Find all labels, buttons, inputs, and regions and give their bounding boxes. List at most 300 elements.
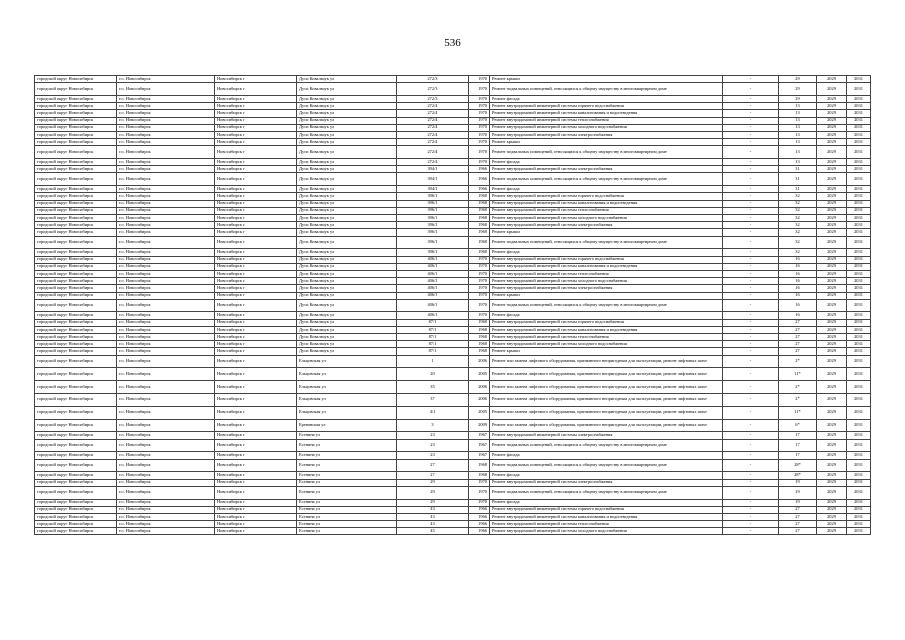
locality-cell: Новосибирск г (215, 256, 297, 263)
year-end-cell: 2031 (847, 278, 871, 285)
year-start-cell: 2029 (817, 513, 847, 520)
house-cell: 272/3 (397, 76, 469, 83)
street-cell: Дуси Ковальчук ул (297, 215, 397, 222)
municipality-cell: городской округ Новосибирск (35, 341, 117, 348)
district-cell: г.о. Новосибирск (117, 348, 215, 355)
year-start-cell: 2029 (817, 139, 847, 146)
municipality-cell: городской округ Новосибирск (35, 419, 117, 432)
district-cell: г.о. Новосибирск (117, 124, 215, 131)
municipality-cell: городской округ Новосибирск (35, 285, 117, 292)
period-cell: 29 (779, 95, 817, 102)
period-cell: 31 (779, 166, 817, 173)
year-start-cell: 2029 (817, 229, 847, 236)
period-cell: 32 (779, 215, 817, 222)
street-cell: Дуси Ковальчук ул (297, 334, 397, 341)
district-cell: г.о. Новосибирск (117, 432, 215, 439)
house-cell: 406/1 (397, 312, 469, 319)
year-start-cell: 2029 (817, 236, 847, 249)
work-type-cell: Ремонт внутридомовой инженерной системы канализования и водоотведения (490, 110, 723, 117)
year-start-cell: 2029 (817, 419, 847, 432)
year-end-cell: 2031 (847, 368, 871, 381)
year-built-cell: 1968 (469, 459, 490, 472)
period-cell: 16 (779, 263, 817, 270)
work-type-cell: Ремонт подвальных помещений, относящихся к общему имуществу в многоквартирном доме (490, 173, 723, 186)
year-end-cell: 2031 (847, 381, 871, 394)
period-cell: 16 (779, 256, 817, 263)
locality-cell: Новосибирск г (215, 229, 297, 236)
district-cell: г.о. Новосибирск (117, 406, 215, 419)
house-cell: 23 (397, 439, 469, 452)
year-built-cell: 1970 (469, 312, 490, 319)
district-cell: г.о. Новосибирск (117, 278, 215, 285)
work-type-cell: Ремонт крыши (490, 292, 723, 299)
year-built-cell: 1966 (469, 521, 490, 528)
year-built-cell: 1970 (469, 486, 490, 499)
year-end-cell: 2031 (847, 249, 871, 256)
year-built-cell: 1966 (469, 173, 490, 186)
locality-cell: Новосибирск г (215, 103, 297, 110)
district-cell: г.о. Новосибирск (117, 326, 215, 333)
year-end-cell: 2031 (847, 439, 871, 452)
dash-cell: - (723, 270, 779, 277)
municipality-cell: городской округ Новосибирск (35, 452, 117, 459)
period-cell: 6* (779, 419, 817, 432)
year-end-cell: 2031 (847, 207, 871, 214)
table-row (35, 207, 871, 214)
work-type-cell: Ремонт внутридомовой инженерной системы теплоснабжения (490, 334, 723, 341)
locality-cell: Новосибирск г (215, 166, 297, 173)
table-row (35, 222, 871, 229)
district-cell: г.о. Новосибирск (117, 368, 215, 381)
house-cell: 23 (397, 452, 469, 459)
street-cell: Дуси Ковальчук ул (297, 173, 397, 186)
year-start-cell: 2029 (817, 439, 847, 452)
year-end-cell: 2031 (847, 83, 871, 96)
period-cell: 13 (779, 110, 817, 117)
year-end-cell: 2031 (847, 285, 871, 292)
locality-cell: Новосибирск г (215, 207, 297, 214)
year-built-cell: 1967 (469, 432, 490, 439)
table-row (35, 124, 871, 131)
street-cell: Дуси Ковальчук ул (297, 341, 397, 348)
locality-cell: Новосибирск г (215, 186, 297, 193)
table-row (35, 146, 871, 159)
table-row (35, 200, 871, 207)
house-cell: 394/1 (397, 186, 469, 193)
year-built-cell: 1970 (469, 103, 490, 110)
dash-cell: - (723, 236, 779, 249)
year-end-cell: 2031 (847, 229, 871, 236)
district-cell: г.о. Новосибирск (117, 270, 215, 277)
year-end-cell: 2031 (847, 355, 871, 368)
house-cell: 272/4 (397, 117, 469, 124)
year-built-cell: 1970 (469, 292, 490, 299)
work-type-cell: Ремонт внутридомовой инженерной системы горячего водоснабжения (490, 256, 723, 263)
street-cell: Дуси Ковальчук ул (297, 103, 397, 110)
municipality-cell: городской округ Новосибирск (35, 406, 117, 419)
house-cell: 406/1 (397, 270, 469, 277)
year-start-cell: 2029 (817, 215, 847, 222)
dash-cell: - (723, 479, 779, 486)
district-cell: г.о. Новосибирск (117, 159, 215, 166)
year-built-cell: 1966 (469, 528, 490, 535)
work-type-cell: Ремонт фасада (490, 159, 723, 166)
municipality-cell: городской округ Новосибирск (35, 278, 117, 285)
street-cell: Есенина ул (297, 521, 397, 528)
street-cell: Дуси Ковальчук ул (297, 236, 397, 249)
period-cell: 19 (779, 479, 817, 486)
municipality-cell: городской округ Новосибирск (35, 326, 117, 333)
period-cell: 32 (779, 200, 817, 207)
table-row (35, 459, 871, 472)
year-start-cell: 2029 (817, 159, 847, 166)
period-cell: 2* (779, 381, 817, 394)
period-cell: 28* (779, 459, 817, 472)
work-type-cell: Ремонт внутридомовой инженерной системы горячего водоснабжения (490, 103, 723, 110)
year-built-cell: 1970 (469, 256, 490, 263)
table-row (35, 166, 871, 173)
year-built-cell: 1970 (469, 146, 490, 159)
dash-cell: - (723, 355, 779, 368)
house-cell: 43 (397, 521, 469, 528)
table-row (35, 452, 871, 459)
year-built-cell: 1970 (469, 95, 490, 102)
street-cell: Дуси Ковальчук ул (297, 95, 397, 102)
dash-cell: - (723, 452, 779, 459)
dash-cell: - (723, 263, 779, 270)
dash-cell: - (723, 521, 779, 528)
locality-cell: Новосибирск г (215, 270, 297, 277)
work-type-cell: Ремонт подвальных помещений, относящихся к общему имуществу в многоквартирном доме (490, 299, 723, 312)
year-built-cell: 1968 (469, 193, 490, 200)
work-type-cell: Ремонт подвальных помещений, относящихся к общему имуществу в многоквартирном доме (490, 439, 723, 452)
table-row (35, 278, 871, 285)
year-start-cell: 2029 (817, 103, 847, 110)
municipality-cell: городской округ Новосибирск (35, 166, 117, 173)
work-type-cell: Ремонт внутридомовой инженерной системы холодного водоснабжения (490, 341, 723, 348)
period-cell: 29 (779, 83, 817, 96)
year-built-cell: 2005 (469, 368, 490, 381)
district-cell: г.о. Новосибирск (117, 263, 215, 270)
work-type-cell: Ремонт внутридомовой инженерной системы холодного водоснабжения (490, 215, 723, 222)
house-cell: 43 (397, 513, 469, 520)
year-start-cell: 2029 (817, 394, 847, 407)
street-cell: Дуси Ковальчук ул (297, 249, 397, 256)
street-cell: Есенина ул (297, 486, 397, 499)
locality-cell: Новосибирск г (215, 124, 297, 131)
district-cell: г.о. Новосибирск (117, 513, 215, 520)
locality-cell: Новосибирск г (215, 348, 297, 355)
district-cell: г.о. Новосибирск (117, 486, 215, 499)
district-cell: г.о. Новосибирск (117, 256, 215, 263)
dash-cell: - (723, 419, 779, 432)
locality-cell: Новосибирск г (215, 193, 297, 200)
table-row (35, 263, 871, 270)
municipality-cell: городской округ Новосибирск (35, 76, 117, 83)
period-cell: 16 (779, 270, 817, 277)
municipality-cell: городской округ Новосибирск (35, 139, 117, 146)
period-cell: 13 (779, 117, 817, 124)
work-type-cell: Ремонт внутридомовой инженерной системы электроснабжения (490, 479, 723, 486)
year-built-cell: 1967 (469, 452, 490, 459)
year-end-cell: 2031 (847, 486, 871, 499)
locality-cell: Новосибирск г (215, 285, 297, 292)
period-cell: 27 (779, 326, 817, 333)
year-end-cell: 2031 (847, 256, 871, 263)
street-cell: Дуси Ковальчук ул (297, 312, 397, 319)
table-row (35, 110, 871, 117)
locality-cell: Новосибирск г (215, 381, 297, 394)
period-cell: 19 (779, 486, 817, 499)
district-cell: г.о. Новосибирск (117, 472, 215, 479)
street-cell: Ельцовская ул (297, 368, 397, 381)
year-start-cell: 2029 (817, 193, 847, 200)
year-end-cell: 2031 (847, 419, 871, 432)
period-cell: 32 (779, 236, 817, 249)
year-built-cell: 1970 (469, 278, 490, 285)
street-cell: Дуси Ковальчук ул (297, 76, 397, 83)
dash-cell: - (723, 222, 779, 229)
work-type-cell: Ремонт внутридомовой инженерной системы канализования и водоотведения (490, 200, 723, 207)
year-start-cell: 2029 (817, 292, 847, 299)
year-start-cell: 2029 (817, 499, 847, 506)
period-cell: 11* (779, 368, 817, 381)
table-row (35, 95, 871, 102)
year-start-cell: 2029 (817, 207, 847, 214)
district-cell: г.о. Новосибирск (117, 452, 215, 459)
year-end-cell: 2031 (847, 124, 871, 131)
year-end-cell: 2031 (847, 166, 871, 173)
house-cell: 272/4 (397, 131, 469, 138)
house-cell: 87/1 (397, 326, 469, 333)
municipality-cell: городской округ Новосибирск (35, 355, 117, 368)
work-type-cell: Ремонт фасада (490, 499, 723, 506)
house-cell: 29 (397, 486, 469, 499)
work-type-cell: Ремонт внутридомовой инженерной системы холодного водоснабжения (490, 528, 723, 535)
year-built-cell: 1970 (469, 117, 490, 124)
house-cell: 394/1 (397, 173, 469, 186)
locality-cell: Новосибирск г (215, 299, 297, 312)
work-type-cell: Ремонт фасада (490, 186, 723, 193)
municipality-cell: городской округ Новосибирск (35, 334, 117, 341)
table-row (35, 312, 871, 319)
year-start-cell: 2029 (817, 222, 847, 229)
year-built-cell: 1966 (469, 166, 490, 173)
locality-cell: Новосибирск г (215, 486, 297, 499)
year-end-cell: 2031 (847, 394, 871, 407)
house-cell: 27 (397, 459, 469, 472)
year-end-cell: 2031 (847, 270, 871, 277)
year-end-cell: 2031 (847, 193, 871, 200)
house-cell: 45 (397, 528, 469, 535)
house-cell: 396/1 (397, 215, 469, 222)
table-row (35, 521, 871, 528)
street-cell: Дуси Ковальчук ул (297, 270, 397, 277)
period-cell: 2* (779, 355, 817, 368)
house-cell: 396/1 (397, 193, 469, 200)
period-cell: 16 (779, 292, 817, 299)
year-start-cell: 2029 (817, 472, 847, 479)
locality-cell: Новосибирск г (215, 83, 297, 96)
street-cell: Дуси Ковальчук ул (297, 229, 397, 236)
street-cell: Дуси Ковальчук ул (297, 124, 397, 131)
street-cell: Есенина ул (297, 499, 397, 506)
street-cell: Есенина ул (297, 472, 397, 479)
period-cell: 16 (779, 299, 817, 312)
year-end-cell: 2031 (847, 513, 871, 520)
period-cell: 32 (779, 249, 817, 256)
year-end-cell: 2031 (847, 472, 871, 479)
year-built-cell: 1970 (469, 270, 490, 277)
district-cell: г.о. Новосибирск (117, 312, 215, 319)
work-type-cell: Ремонт внутридомовой инженерной системы электроснабжения (490, 432, 723, 439)
table-row (35, 76, 871, 83)
house-cell: 406/1 (397, 292, 469, 299)
year-start-cell: 2029 (817, 479, 847, 486)
street-cell: Дуси Ковальчук ул (297, 285, 397, 292)
street-cell: Есенина ул (297, 479, 397, 486)
street-cell: Дуси Ковальчук ул (297, 207, 397, 214)
work-type-cell: Ремонт внутридомовой инженерной системы электроснабжения (490, 222, 723, 229)
house-cell: 272/4 (397, 159, 469, 166)
house-cell: 406/1 (397, 299, 469, 312)
dash-cell: - (723, 139, 779, 146)
street-cell: Дуси Ковальчук ул (297, 299, 397, 312)
street-cell: Дуси Ковальчук ул (297, 131, 397, 138)
municipality-cell: городской округ Новосибирск (35, 486, 117, 499)
period-cell: 27 (779, 506, 817, 513)
street-cell: Есенина ул (297, 432, 397, 439)
period-cell: 13 (779, 131, 817, 138)
year-built-cell: 1968 (469, 341, 490, 348)
year-built-cell: 1968 (469, 334, 490, 341)
work-type-cell: Ремонт внутридомовой инженерной системы канализования и водоотведения (490, 326, 723, 333)
municipality-cell: городской округ Новосибирск (35, 110, 117, 117)
year-start-cell: 2029 (817, 459, 847, 472)
year-start-cell: 2029 (817, 285, 847, 292)
dash-cell: - (723, 229, 779, 236)
table-row (35, 83, 871, 96)
year-end-cell: 2031 (847, 348, 871, 355)
street-cell: Дуси Ковальчук ул (297, 139, 397, 146)
municipality-cell: городской округ Новосибирск (35, 200, 117, 207)
year-built-cell: 1970 (469, 159, 490, 166)
municipality-cell: городской округ Новосибирск (35, 528, 117, 535)
period-cell: 27 (779, 521, 817, 528)
district-cell: г.о. Новосибирск (117, 83, 215, 96)
street-cell: Дуси Ковальчук ул (297, 117, 397, 124)
locality-cell: Новосибирск г (215, 292, 297, 299)
table-row (35, 236, 871, 249)
year-start-cell: 2029 (817, 452, 847, 459)
dash-cell: - (723, 499, 779, 506)
municipality-cell: городской округ Новосибирск (35, 263, 117, 270)
year-end-cell: 2031 (847, 236, 871, 249)
work-type-cell: Ремонт внутридомовой инженерной системы канализования и водоотведения (490, 513, 723, 520)
year-built-cell: 1968 (469, 348, 490, 355)
table-row (35, 249, 871, 256)
municipality-cell: городской округ Новосибирск (35, 193, 117, 200)
year-start-cell: 2029 (817, 263, 847, 270)
year-start-cell: 2029 (817, 406, 847, 419)
district-cell: г.о. Новосибирск (117, 506, 215, 513)
work-type-cell: Ремонт внутридомовой инженерной системы холодного водоснабжения (490, 278, 723, 285)
year-start-cell: 2029 (817, 299, 847, 312)
district-cell: г.о. Новосибирск (117, 394, 215, 407)
house-cell: 87/1 (397, 348, 469, 355)
work-type-cell: Ремонт или замена лифтового оборудования, признанного непригодным для эксплуатации, ремонт лифтовых шахт (490, 368, 723, 381)
year-end-cell: 2031 (847, 334, 871, 341)
district-cell: г.о. Новосибирск (117, 173, 215, 186)
work-type-cell: Ремонт внутридомовой инженерной системы электроснабжения (490, 131, 723, 138)
municipality-cell: городской округ Новосибирск (35, 270, 117, 277)
table-row (35, 319, 871, 326)
district-cell: г.о. Новосибирск (117, 117, 215, 124)
house-cell: 396/1 (397, 222, 469, 229)
street-cell: Дуси Ковальчук ул (297, 222, 397, 229)
house-cell: 272/4 (397, 110, 469, 117)
table-row (35, 117, 871, 124)
year-start-cell: 2029 (817, 124, 847, 131)
house-cell: 272/3 (397, 83, 469, 96)
house-cell: 272/4 (397, 139, 469, 146)
year-built-cell: 1968 (469, 236, 490, 249)
dash-cell: - (723, 103, 779, 110)
locality-cell: Новосибирск г (215, 406, 297, 419)
municipality-cell: городской округ Новосибирск (35, 83, 117, 96)
house-cell: 396/1 (397, 249, 469, 256)
municipality-cell: городской округ Новосибирск (35, 506, 117, 513)
district-cell: г.о. Новосибирск (117, 146, 215, 159)
work-type-cell: Ремонт внутридомовой инженерной системы теплоснабжения (490, 521, 723, 528)
table-row (35, 341, 871, 348)
table-row (35, 499, 871, 506)
house-cell: 406/1 (397, 263, 469, 270)
year-start-cell: 2029 (817, 95, 847, 102)
table-row (35, 486, 871, 499)
district-cell: г.о. Новосибирск (117, 381, 215, 394)
house-cell: 1 (397, 355, 469, 368)
table-row (35, 479, 871, 486)
dash-cell: - (723, 459, 779, 472)
table-row (35, 229, 871, 236)
dash-cell: - (723, 207, 779, 214)
house-cell: 87/1 (397, 334, 469, 341)
table-row (35, 270, 871, 277)
district-cell: г.о. Новосибирск (117, 334, 215, 341)
locality-cell: Новосибирск г (215, 319, 297, 326)
year-start-cell: 2029 (817, 110, 847, 117)
district-cell: г.о. Новосибирск (117, 521, 215, 528)
district-cell: г.о. Новосибирск (117, 95, 215, 102)
table-row (35, 348, 871, 355)
period-cell: 13 (779, 103, 817, 110)
dash-cell: - (723, 166, 779, 173)
work-type-cell: Ремонт или замена лифтового оборудования, признанного непригодным для эксплуатации, ремонт лифтовых шахт (490, 355, 723, 368)
table-row (35, 513, 871, 520)
table-row (35, 186, 871, 193)
locality-cell: Новосибирск г (215, 263, 297, 270)
work-type-cell: Ремонт внутридомовой инженерной системы холодного водоснабжения (490, 124, 723, 131)
year-start-cell: 2029 (817, 348, 847, 355)
municipality-cell: городской округ Новосибирск (35, 368, 117, 381)
period-cell: 32 (779, 193, 817, 200)
year-start-cell: 2029 (817, 117, 847, 124)
locality-cell: Новосибирск г (215, 236, 297, 249)
house-cell: 87/1 (397, 341, 469, 348)
year-end-cell: 2031 (847, 341, 871, 348)
municipality-cell: городской округ Новосибирск (35, 159, 117, 166)
